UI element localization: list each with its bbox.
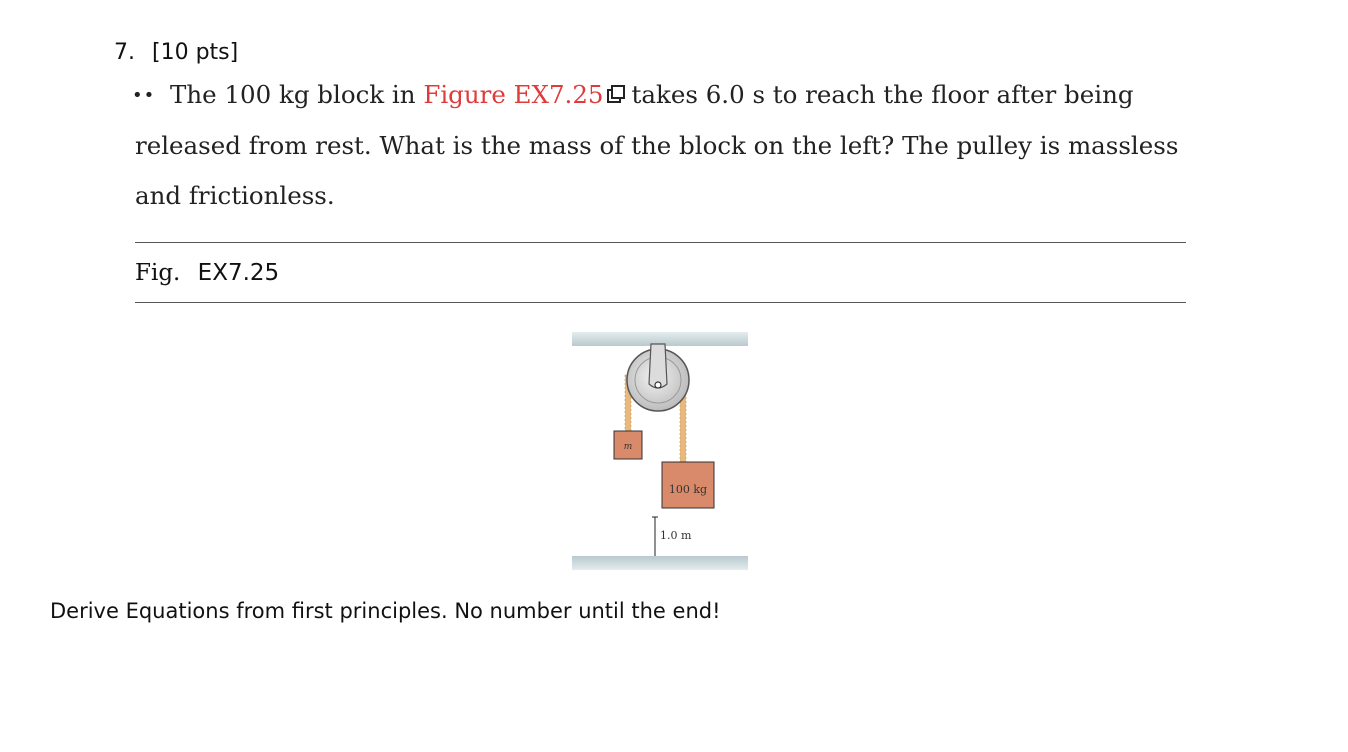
- problem-text-end: takes 6.0 s to reach the floor after being released from rest. What is the mass of the block on the left? The pulley is massless and frictionless.: [135, 80, 1179, 210]
- pulley-bracket: [649, 344, 667, 388]
- problem-text-start: The 100 kg block in: [170, 80, 424, 109]
- question-number: 7.: [114, 40, 135, 65]
- figure-label: [135, 260, 279, 286]
- floor: [572, 556, 748, 570]
- external-link-icon[interactable]: [606, 84, 626, 104]
- height-label: 1.0 m: [660, 529, 692, 542]
- question-header: [114, 40, 238, 65]
- figure-bottom-rule: [135, 302, 1186, 303]
- problem-statement: [132, 70, 1195, 221]
- figure-top-rule: [135, 242, 1186, 243]
- pulley-figure: [572, 330, 748, 575]
- figure-link[interactable]: Figure EX7.25: [423, 80, 604, 109]
- left-block-label: m: [623, 442, 633, 452]
- difficulty-marker: ••: [132, 85, 156, 106]
- question-points: [10 pts]: [152, 40, 239, 65]
- right-block-label: 100 kg: [668, 483, 708, 496]
- figure-label-id: EX7.25: [197, 260, 280, 286]
- figure-label-word: Fig.: [135, 260, 181, 286]
- pulley-axle: [655, 382, 661, 388]
- instruction-text: Derive Equations from first principles. No number until the end!: [50, 599, 721, 623]
